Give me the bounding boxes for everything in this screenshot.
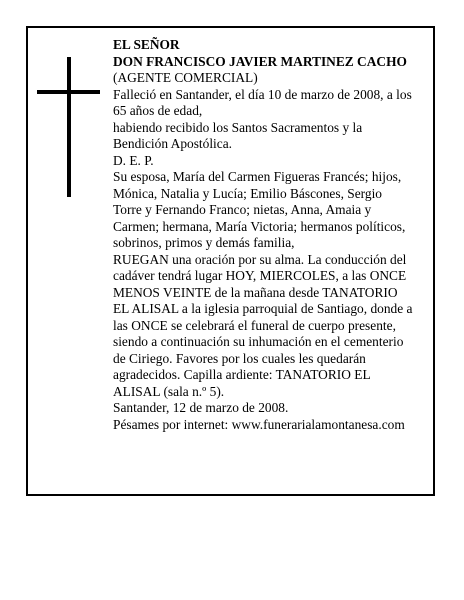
deceased-profession: (AGENTE COMERCIAL) [113,70,258,85]
text-line: ALISAL (sala n.º 5). [113,383,225,399]
cross-icon-arm [37,90,100,94]
text-line: agradecidos. Capilla ardiente: TANATORIO EL [113,367,371,382]
rip-line: D. E. P. [113,152,154,168]
text-line: siendo a continuación su inhumación en el cementerio [113,334,404,349]
text-line: cadáver tendrá lugar HOY, MIERCOLES, a las ONCE [113,268,407,283]
text-line: Mónica, Natalia y Lucía; Emilio Báscones, Sergio [113,185,382,201]
obituary-text [113,37,431,433]
deceased-title: EL SEÑOR [113,37,180,52]
deceased-name: DON FRANCISCO JAVIER MARTINEZ CACHO [113,53,407,69]
text-line: EL ALISAL a la iglesia parroquial de Santiago, donde a [113,301,413,316]
text-line: RUEGAN una oración por su alma. La conducción del [113,251,407,267]
text-line: MENOS VEINTE de la mañana desde TANATORIO [113,284,398,300]
text-line: de Ciriego. Favores por los cuales les quedarán [113,350,366,366]
text-line: Torre y Fernando Franco; nietas, Anna, Amaia y [113,202,372,217]
text-line: habiendo recibido los Santos Sacramentos y la [113,119,363,135]
text-line: sobrinos, primos y demás familia, [113,235,295,250]
date-line: Santander, 12 de marzo de 2008. [113,400,289,415]
text-line: Carmen; hermana, María Victoria; hermanos políticos, [113,218,406,234]
text-line: 65 años de edad, [113,103,203,118]
condolences-line: Pésames por internet: www.funerarialamontanesa.com [113,416,405,432]
cross-icon [67,57,71,197]
text-line: Falleció en Santander, el día 10 de marzo de 2008, a los [113,86,412,102]
text-line: las ONCE se celebrará el funeral de cuerpo presente, [113,317,396,333]
text-line: Bendición Apostólica. [113,136,233,151]
text-line: Su esposa, María del Carmen Figueras Francés; hijos, [113,169,402,184]
